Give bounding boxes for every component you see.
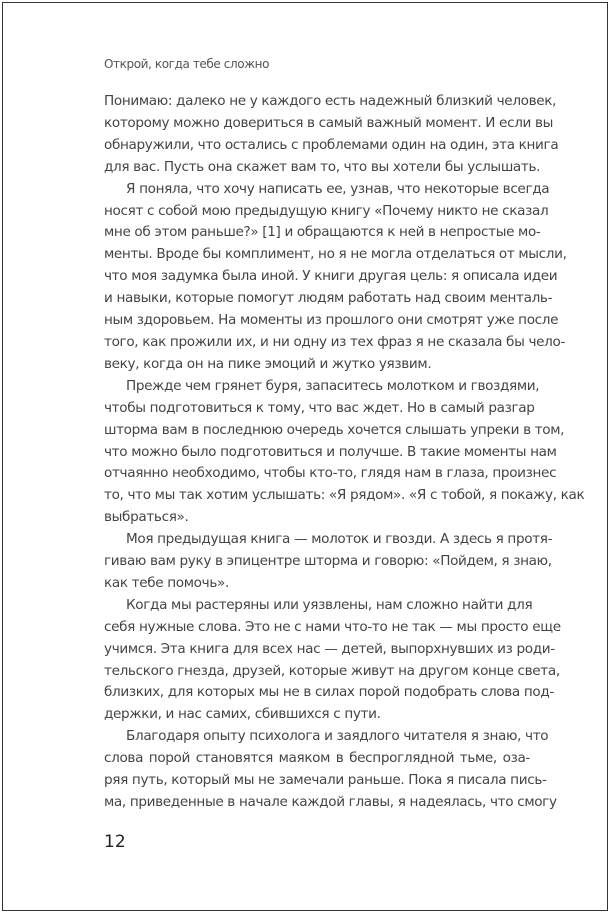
- text-line: держки, и нас самих, сбившихся с пути.: [104, 706, 381, 723]
- text-line: себя нужные слова. Это не с нами что-то не так — мы просто еще: [104, 618, 561, 635]
- page-number: 12: [104, 832, 126, 852]
- text-line: того, как прожили их, и ни одну из тех фраз я не сказала бы чело-: [104, 333, 565, 350]
- text-line: что можно было подготовиться и получше. В такие моменты нам: [104, 443, 557, 460]
- text-line: Когда мы растеряны или уязвлены, нам сложно найти для: [126, 596, 533, 613]
- paragraph: [104, 529, 553, 595]
- text-line: чтобы подготовиться к тому, что вас ждет. Но в самый разгар: [104, 399, 535, 416]
- text-line: учимся. Эта книга для всех нас — детей, выпорхнувших из роди-: [104, 640, 555, 657]
- text-line: и навыки, которые помогут людям работать над своим менталь-: [104, 290, 553, 307]
- text-line: ма, приведенные в начале каждой главы, я надеялась, что смогу: [104, 794, 557, 810]
- paragraph: [104, 595, 561, 726]
- text-line: для вас. Пусть она скажет вам то, что вы хотели бы услышать.: [104, 158, 541, 175]
- text-line: обнаружили, что остались с проблемами один на один, эта книга: [104, 136, 559, 153]
- text-line: как тебе помочь».: [104, 574, 229, 591]
- text-line: которому можно довериться в самый важный момент. И если вы: [104, 114, 554, 131]
- text-line: шторма вам в последнюю очередь хочется слышать упреки в том,: [104, 421, 565, 438]
- running-head: Открой, когда тебе сложно: [104, 57, 270, 71]
- text-line: тельского гнезда, друзей, которые живут на другом конце света,: [104, 662, 560, 679]
- text-line: ряя путь, который мы не замечали раньше. Пока я писала пись-: [104, 772, 547, 789]
- text-line: отчаянно необходимо, чтобы кто-то, глядя нам в глаза, произнес: [104, 465, 557, 482]
- text-line: Я поняла, что хочу написать ее, узнав, что некоторые всегда: [126, 180, 550, 197]
- text-line: веку, когда он на пике эмоций и жутко уязвим.: [104, 355, 432, 372]
- text-line: Моя предыдущая книга — молоток и гвозди. А здесь я протя-: [126, 531, 553, 548]
- text-line: слова порой становятся маяком в беспроглядной тьме, оза-: [104, 750, 530, 767]
- text-line: гиваю вам руку в эпицентре шторма и говорю: «Пойдем, я знаю,: [104, 553, 552, 570]
- paragraph: [104, 91, 559, 179]
- body-text: [104, 91, 585, 814]
- text-line: выбраться».: [104, 509, 189, 526]
- text-line: то, что мы так хотим услышать: «Я рядом». «Я с тобой, я покажу, как: [104, 487, 585, 504]
- text-line: ным здоровьем. На моменты из прошлого они смотрят уже после: [104, 312, 559, 329]
- text-line: что моя задумка была иной. У книги другая цель: я описала идеи: [104, 268, 558, 285]
- text-line: менты. Вроде бы комплимент, но я не могла отделаться от мысли,: [104, 246, 567, 263]
- text-line: Понимаю: далеко не у каждого есть надежный близкий человек,: [104, 93, 557, 109]
- text-line: носят с собой мою предыдущую книгу «Почему никто не сказал: [104, 202, 549, 219]
- text-line: мне об этом раньше?» [1] и обращаются к ней в непростые мо-: [104, 224, 541, 241]
- text-line: близких, для которых мы не в силах порой подобрать слова под-: [104, 684, 554, 701]
- text-line: Прежде чем грянет буря, запаситесь молотком и гвоздями,: [126, 377, 540, 394]
- text-line: Благодаря опыту психолога и заядлого читателя я знаю, что: [126, 728, 549, 745]
- paragraph: [104, 726, 557, 814]
- paragraph: [104, 376, 585, 529]
- paragraph: [104, 179, 567, 376]
